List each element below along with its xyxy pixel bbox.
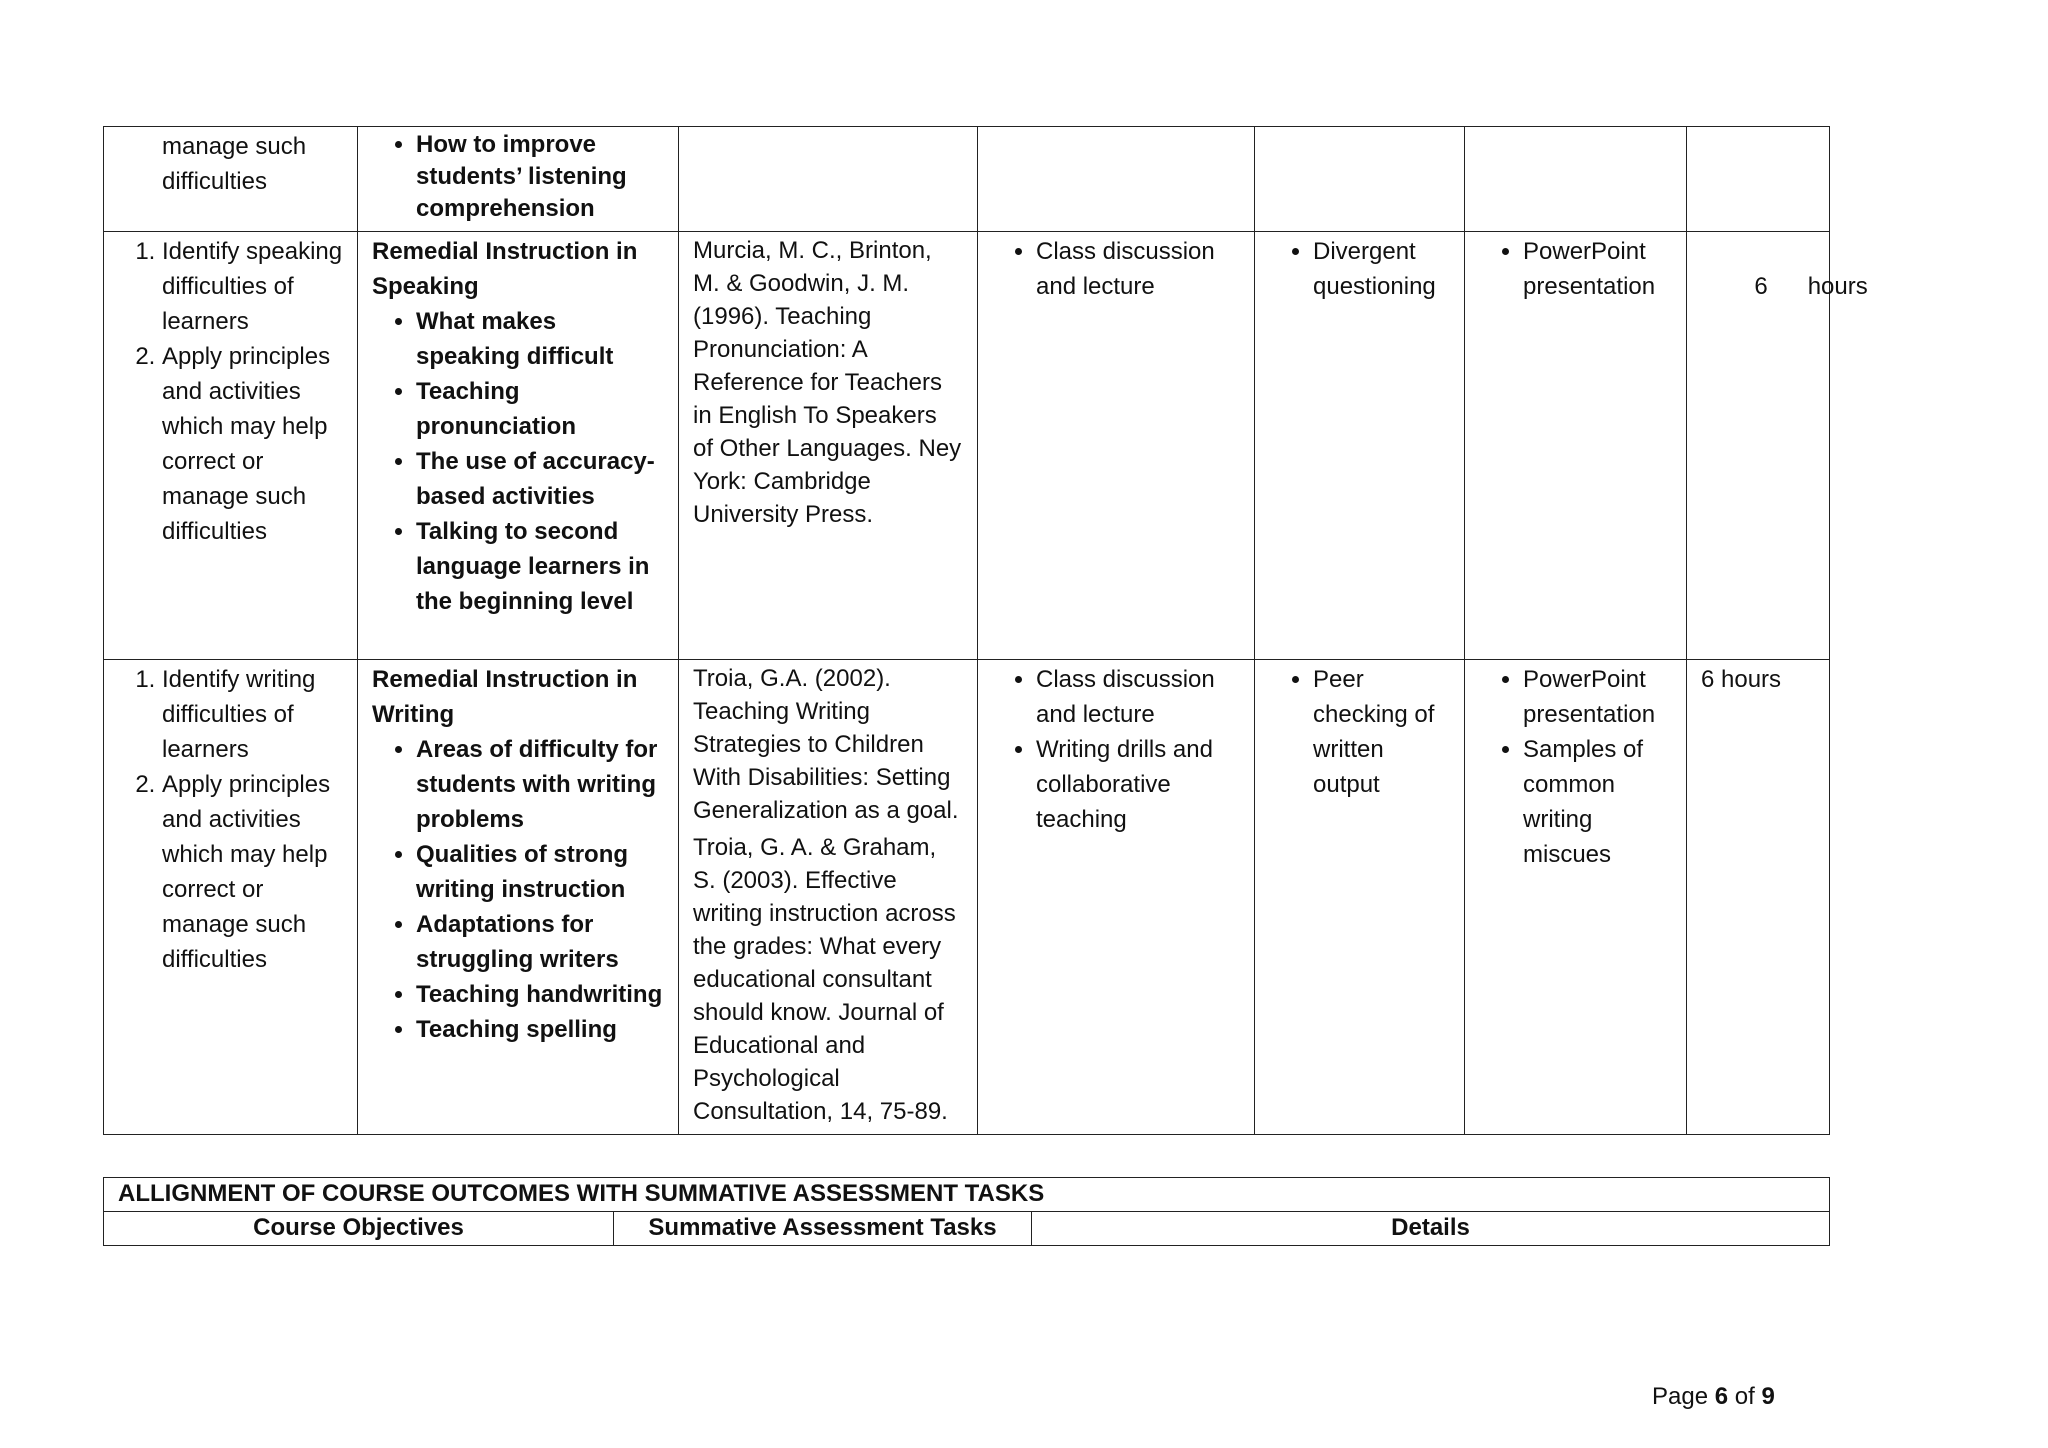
topics-cell	[358, 127, 679, 232]
strategy-item: • Writing drills and collaborative teaching	[1036, 732, 1240, 837]
topics-cell	[358, 232, 679, 660]
current-page: 6	[1714, 1383, 1729, 1410]
assessment-item: • Peer checking of written output	[1313, 662, 1450, 802]
topic-item: • The use of accuracy-based activities	[416, 444, 664, 514]
outcome-continuation-text: manage such difficulties	[162, 133, 307, 195]
resource-item: • PowerPoint presentation	[1523, 234, 1672, 304]
outcome-item: 1. Identify writing difficulties of learners	[162, 662, 343, 767]
table-row	[104, 232, 1830, 660]
reference-text: Murcia, M. C., Brinton, M. & Goodwin, J. M. (1996). Teaching Pronunciation: A Reference for Teachers in English To Speakers of Other Languages. Ney York: Cambridge University Press.	[693, 237, 962, 528]
topic-item: • Teaching pronunciation	[416, 374, 664, 444]
alignment-title: ALLIGNMENT OF COURSE OUTCOMES WITH SUMMATIVE ASSESSMENT TASKS	[104, 1178, 1830, 1212]
resource-list	[1479, 234, 1672, 304]
topic-item: • Teaching handwriting	[416, 977, 664, 1012]
topic-list	[372, 129, 664, 225]
alignment-table	[103, 1177, 1830, 1246]
outcome-item: 2. Apply principles and activities which may help correct or manage such difficulties	[162, 339, 343, 549]
assessment-list	[1269, 662, 1450, 802]
reference-text: Troia, G.A. (2002). Teaching Writing Strategies to Children With Disabilities: Setting Generalization as a goal.	[693, 665, 959, 824]
alignment-title-row	[104, 1178, 1830, 1212]
resource-list	[1479, 662, 1672, 872]
time-cell	[1687, 660, 1830, 1135]
page-of: of	[1734, 1383, 1755, 1410]
outcomes-cell	[104, 660, 358, 1135]
resources-cell	[1465, 127, 1687, 232]
strategy-item: • Class discussion and lecture	[1036, 662, 1240, 732]
resource-item: • Samples of common writing miscues	[1523, 732, 1672, 872]
topic-list	[372, 304, 664, 619]
topic-item: • What makes speaking difficult	[416, 304, 664, 374]
total-pages: 9	[1761, 1383, 1775, 1410]
page-number	[1652, 1383, 1775, 1411]
topic-item: • Qualities of strong writing instruction	[416, 837, 664, 907]
column-header: Course Objectives	[104, 1212, 614, 1246]
strategies-cell	[978, 660, 1255, 1135]
topic-item: • Areas of difficulty for students with writing problems	[416, 732, 664, 837]
page-label: Page	[1652, 1383, 1709, 1410]
topics-cell	[358, 660, 679, 1135]
strategy-item: • Class discussion and lecture	[1036, 234, 1240, 304]
strategy-list	[992, 234, 1240, 304]
time-cell	[1687, 127, 1830, 232]
outcome-item: 1. Identify speaking difficulties of learners	[162, 234, 343, 339]
outcome-list	[118, 234, 343, 549]
topic-item: • How to improve students’ listening comprehension	[416, 129, 664, 225]
table-row	[104, 660, 1830, 1135]
outcomes-cell	[104, 232, 358, 660]
topic-title: Remedial Instruction in Writing	[372, 666, 638, 728]
resources-cell	[1465, 660, 1687, 1135]
topic-list	[372, 732, 664, 1047]
assessment-cell	[1255, 127, 1465, 232]
references-cell	[679, 232, 978, 660]
outcome-item: 2. Apply principles and activities which may help correct or manage such difficulties	[162, 767, 343, 977]
outcome-list	[118, 662, 343, 977]
resource-item: • PowerPoint presentation	[1523, 662, 1672, 732]
outcomes-cell	[104, 127, 358, 232]
table-row	[104, 127, 1830, 232]
time-cell	[1687, 232, 1868, 660]
topic-item: • Teaching spelling	[416, 1012, 664, 1047]
assessment-cell	[1255, 232, 1465, 660]
alignment-header-row	[104, 1212, 1830, 1246]
reference-text: Troia, G. A. & Graham, S. (2003). Effective writing instruction across the grades: What every educational consultant should know. Journal of Educational and Psychological Consultation, 14, 75-89.	[693, 834, 956, 1125]
strategies-cell	[978, 232, 1255, 660]
assessment-list	[1269, 234, 1450, 304]
time-allotment: 6 hours	[1754, 273, 1868, 300]
references-cell	[679, 127, 978, 232]
assessment-item: • Divergent questioning	[1313, 234, 1450, 304]
topic-item: • Talking to second language learners in the beginning level	[416, 514, 664, 619]
strategies-cell	[978, 127, 1255, 232]
strategy-list	[992, 662, 1240, 837]
topic-item: • Adaptations for struggling writers	[416, 907, 664, 977]
resources-cell	[1465, 232, 1687, 660]
column-header: Details	[1032, 1212, 1830, 1246]
course-plan-table	[103, 126, 1868, 1135]
time-allotment: 6 hours	[1701, 666, 1782, 693]
column-header: Summative Assessment Tasks	[614, 1212, 1032, 1246]
references-cell	[679, 660, 978, 1135]
assessment-cell	[1255, 660, 1465, 1135]
topic-title: Remedial Instruction in Speaking	[372, 238, 638, 300]
